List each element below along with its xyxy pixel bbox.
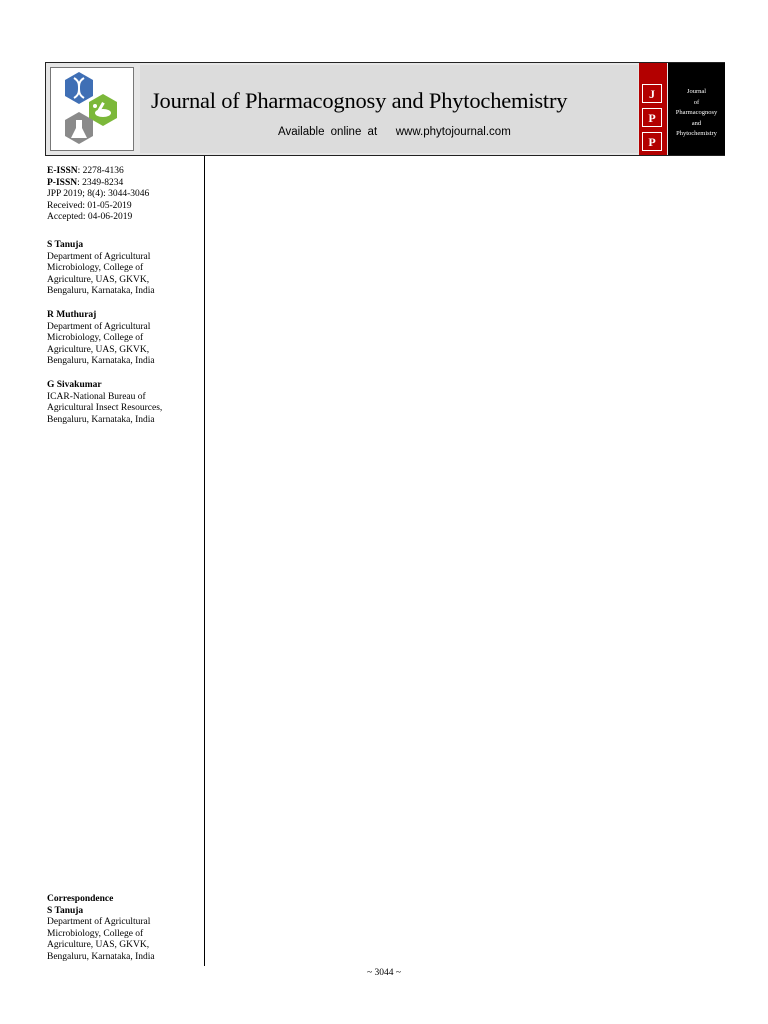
side-panel-line: and [691,119,702,127]
side-panel-text [668,87,725,140]
affiliation-line: Agriculture, UAS, GKVK, [47,344,150,355]
jpp-reference: JPP 2019; 8(4): 3044-3046 [47,189,150,200]
side-panel-line: Pharmacognosy [675,109,718,116]
journal-logo [50,67,134,151]
available-label: Available online at [278,126,378,138]
availability-line [278,126,511,138]
page-number: ~ 3044 ~ [366,968,402,978]
side-panel-line: Phytochemistry [676,130,717,137]
journal-title: Journal of Pharmacognosy and Phytochemistry [151,88,568,113]
column-divider [204,156,205,966]
correspondence-block [47,894,202,964]
correspondence-label: Correspondence [47,894,114,904]
jpp-red-column [639,63,667,155]
article-meta [47,166,202,224]
side-panel-line: of [693,98,700,106]
affiliation-line: Bengaluru, Karnataka, India [47,951,155,962]
affiliation-line: Department of Agricultural [47,917,151,928]
received-date: Received: 01-05-2019 [47,200,132,211]
affiliation-line: Department of Agricultural [47,251,151,262]
journal-header-banner [45,62,725,156]
affiliation-line: Bengaluru, Karnataka, India [47,356,155,367]
side-panel-line: Journal [686,88,707,95]
affiliation-line: ICAR-National Bureau of [47,391,146,402]
hexagon-logo-icon [51,68,133,150]
journal-website-link[interactable]: www.phytojournal.com [395,126,511,138]
eissn-line: E-ISSN: 2278-4136 [47,166,124,176]
author-block [47,380,202,426]
affiliation-line: Bengaluru, Karnataka, India [47,414,155,425]
correspondence-name: S Tanuja [47,905,84,916]
affiliation-line: Agriculture, UAS, GKVK, [47,940,150,951]
pissn-line: P-ISSN: 2349-8234 [47,177,124,188]
author-name: S Tanuja [47,240,84,250]
author-block [47,310,202,368]
journal-side-panel [668,63,725,155]
affiliation-line: Agricultural Insect Resources, [47,403,163,414]
author-name: R Muthuraj [47,310,97,320]
affiliation-line: Microbiology, College of [47,333,144,344]
jpp-letter-p2: P [642,132,662,151]
affiliation-line: Department of Agricultural [47,321,151,332]
affiliation-line: Microbiology, College of [47,263,144,274]
author-name: G Sivakumar [47,380,102,390]
affiliation-line: Bengaluru, Karnataka, India [47,286,155,297]
accepted-date: Accepted: 04-06-2019 [47,212,133,223]
jpp-letter-p1: P [642,108,662,127]
jpp-letter-j: J [642,84,662,103]
affiliation-line: Agriculture, UAS, GKVK, [47,274,150,285]
author-block [47,240,202,298]
affiliation-line: Microbiology, College of [47,928,144,939]
